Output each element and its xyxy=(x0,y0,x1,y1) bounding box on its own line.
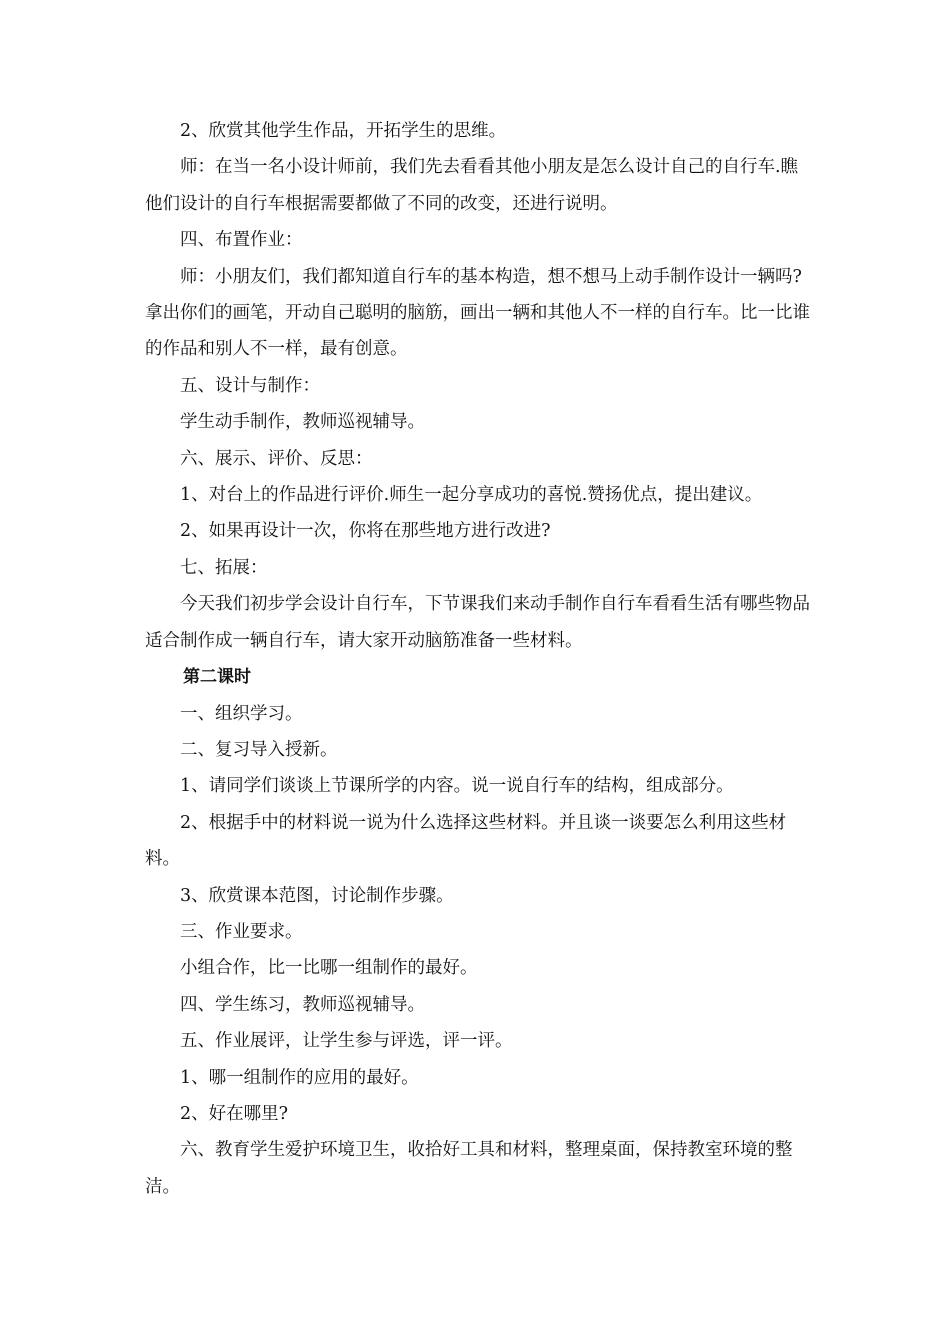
paragraph: 1、请同学们谈谈上节课所学的内容。说一说自行车的结构，组成部分。 xyxy=(180,776,734,797)
paragraph: 师：在当一名小设计师前，我们先去看看其他小朋友是怎么设计自己的自行车.瞧他们设计的自行车根据需要都做了不同的改变，还进行说明。 xyxy=(145,157,799,214)
paragraph: 2、根据手中的材料说一说为什么选择这些材料。并且谈一谈要怎么利用这些材料。 xyxy=(145,812,787,870)
paragraph: 1、对台上的作品进行评价.师生一起分享成功的喜悦.赞扬优点，提出建议。 xyxy=(180,485,763,506)
paragraph: 师：小朋友们，我们都知道自行车的基本构造，想不想马上动手制作设计一辆吗?拿出你们的画笔，开动自己聪明的脑筋，画出一辆和其他人不一样的自行车。比一比谁的作品和别人不一样，最有创意。 xyxy=(145,266,810,360)
paragraph: 1、哪一组制作的应用的最好。 xyxy=(180,1067,419,1088)
paragraph: 三、作业要求。 xyxy=(180,921,303,942)
paragraph: 今天我们初步学会设计自行车，下节课我们来动手制作自行车看看生活有哪些物品适合制作成一辆自行车，请大家开动脑筋准备一些材料。 xyxy=(145,594,810,651)
document-body xyxy=(145,113,810,1205)
paragraph: 二、复习导入授新。 xyxy=(180,739,338,760)
paragraph: 2、欣赏其他学生作品，开拓学生的思维。 xyxy=(180,121,507,141)
paragraph: 3、欣赏课本范图，讨论制作步骤。 xyxy=(180,885,454,906)
paragraph: 五、设计与制作： xyxy=(180,375,320,396)
paragraph: 七、拓展： xyxy=(180,557,268,578)
paragraph: 六、教育学生爱护环境卫生，收拾好工具和材料，整理桌面，保持教室环境的整洁。 xyxy=(145,1140,793,1197)
paragraph: 四、学生练习，教师巡视辅导。 xyxy=(180,994,425,1015)
paragraph: 一、组织学习。 xyxy=(180,703,303,724)
paragraph: 六、展示、评价、反思： xyxy=(180,448,373,469)
section-heading: 第二课时 xyxy=(183,667,251,688)
paragraph: 小组合作，比一比哪一组制作的最好。 xyxy=(180,958,478,979)
paragraph: 2、好在哪里? xyxy=(180,1103,289,1124)
paragraph: 2、如果再设计一次，你将在那些地方进行改进? xyxy=(180,521,551,542)
paragraph: 四、布置作业： xyxy=(180,230,303,251)
paragraph: 学生动手制作，教师巡视辅导。 xyxy=(180,412,425,433)
paragraph: 五、作业展评，让学生参与评选，评一评。 xyxy=(180,1031,513,1052)
